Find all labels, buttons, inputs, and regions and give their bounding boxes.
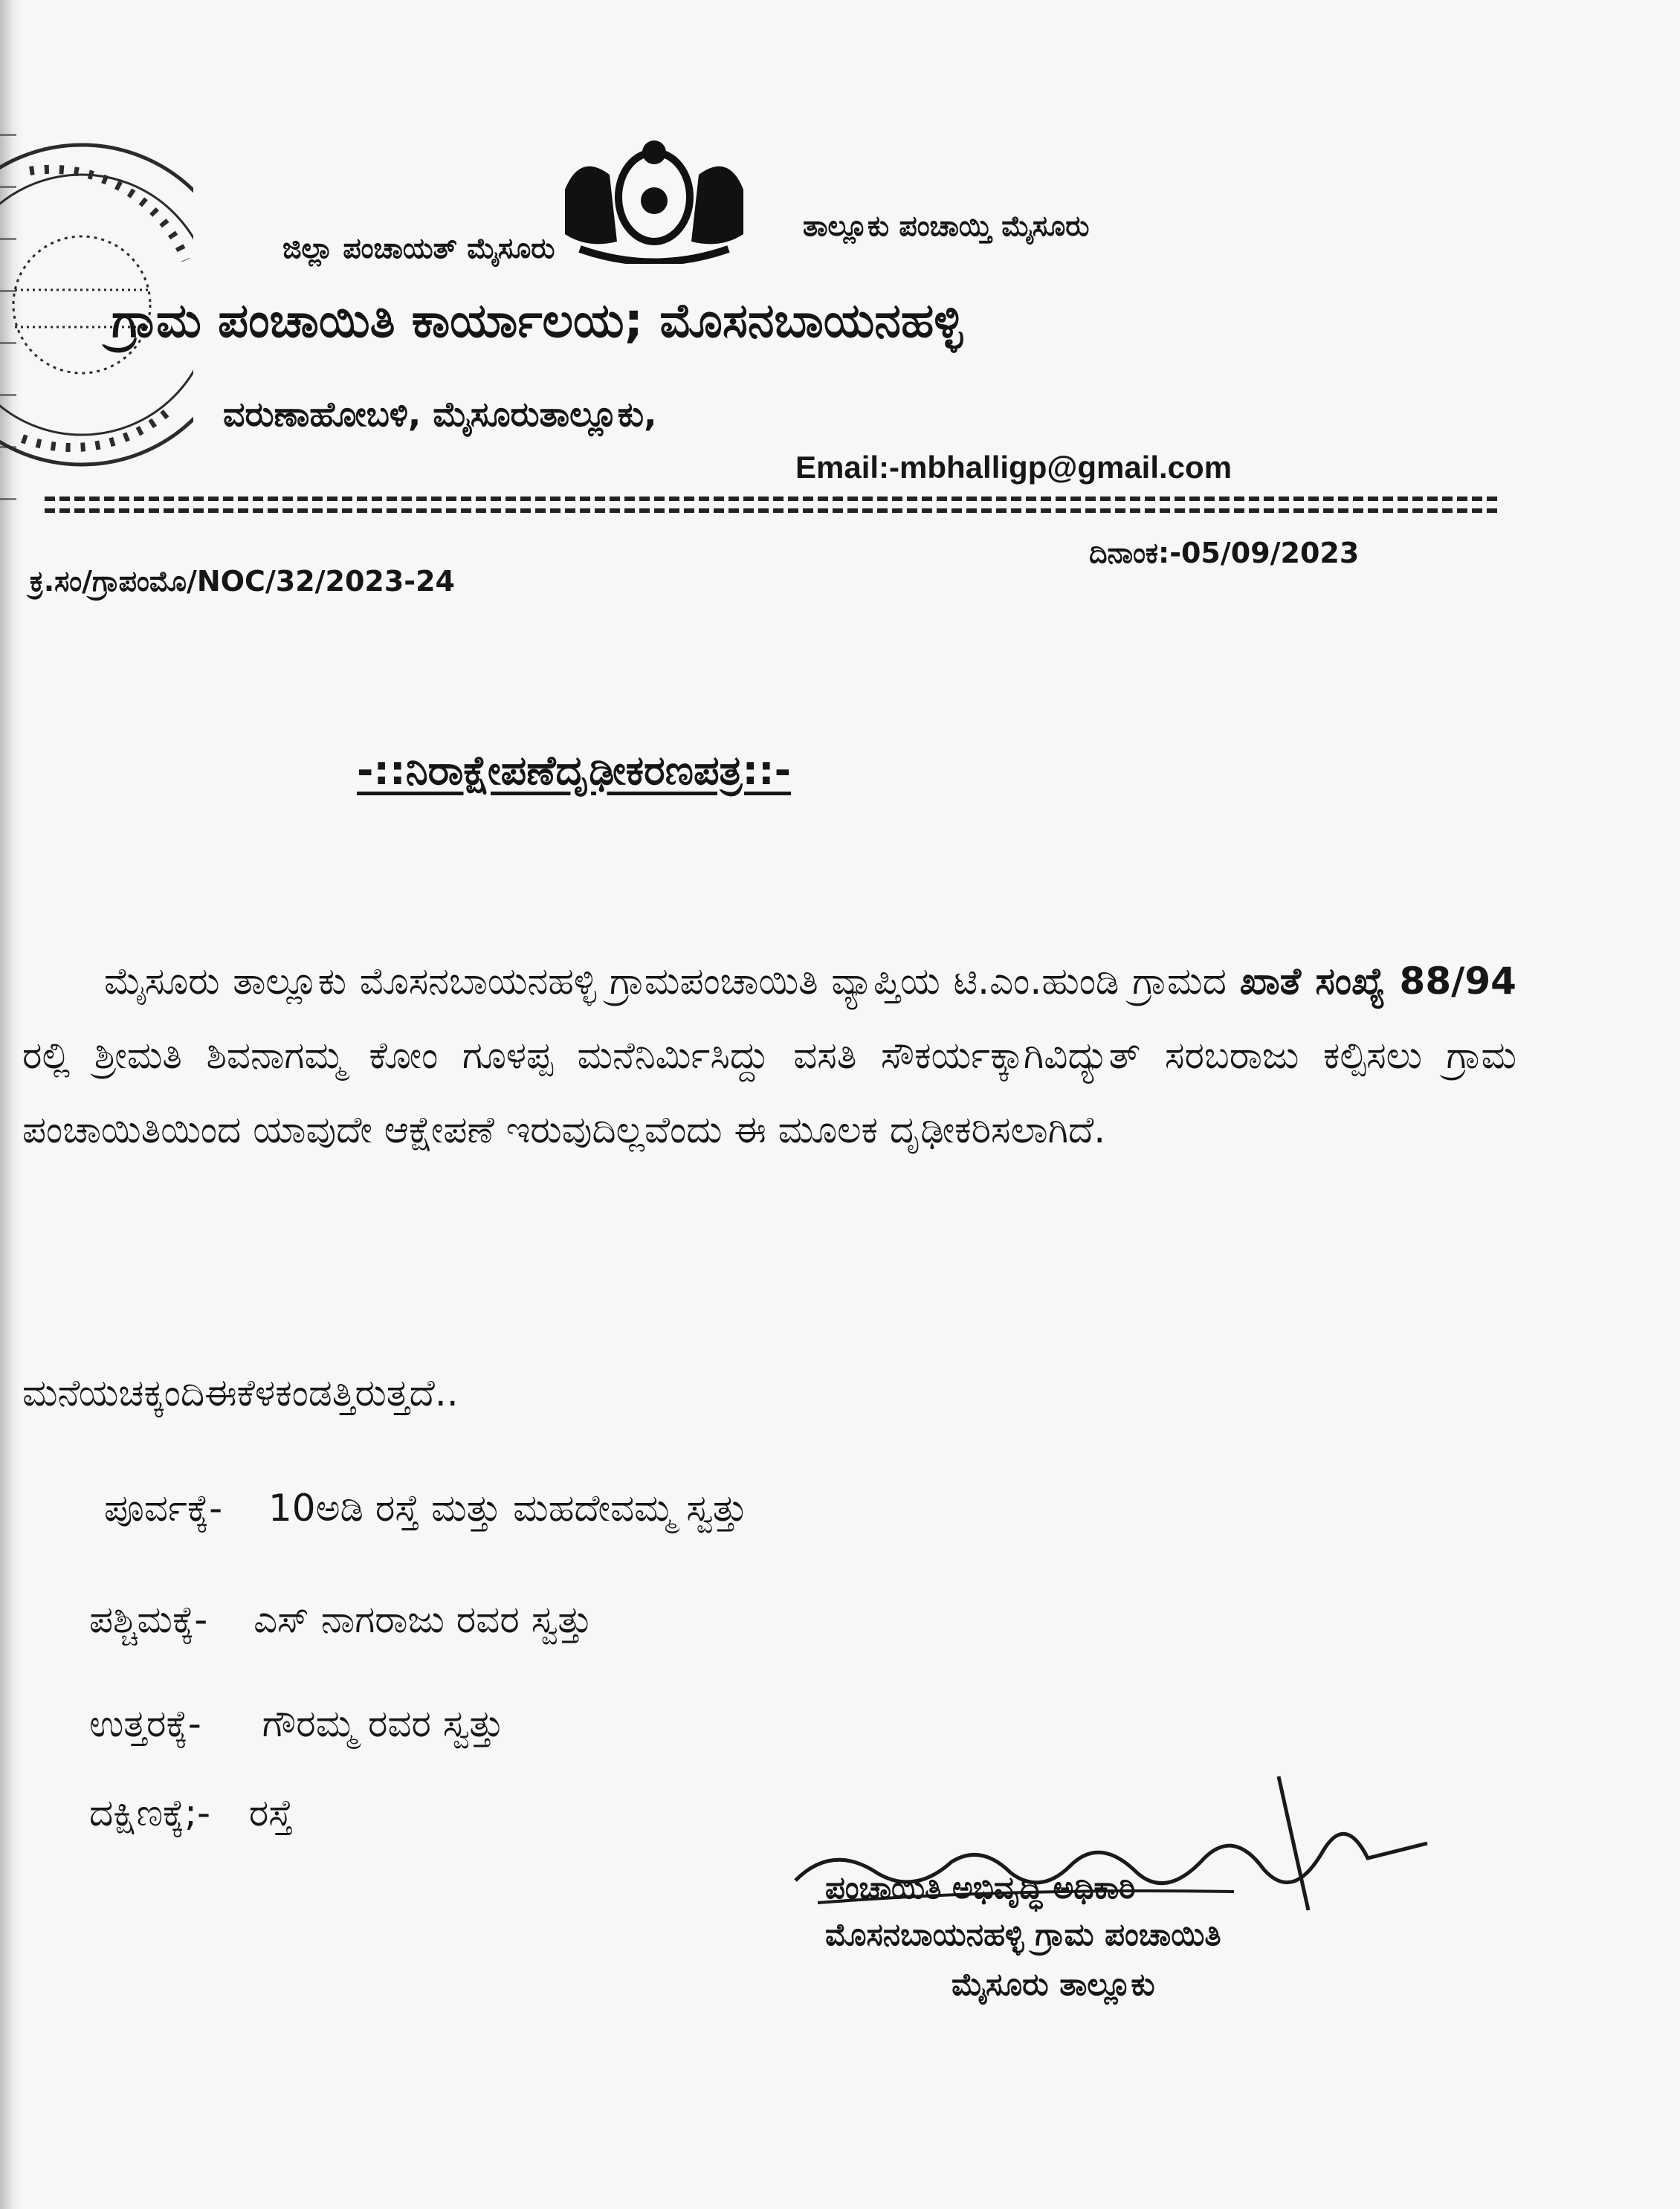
boundary-north bbox=[89, 1702, 504, 1746]
boundary-south bbox=[89, 1791, 293, 1835]
officer-taluk: ಮೈಸೂರು ತಾಲ್ಲೂಕು bbox=[952, 1966, 1155, 2002]
certificate-body bbox=[22, 944, 1516, 1167]
document-title: -::ನಿರಾಕ್ಷೇಪಣೆದೃಢೀಕರಣಪತ್ರ::- bbox=[357, 747, 792, 794]
letter-date: ದಿನಾಂಕ:-05/09/2023 bbox=[1089, 537, 1360, 569]
office-name-heading: ಗ್ರಾಮ ಪಂಚಾಯಿತಿ ಕಾರ್ಯಾಲಯ; ಮೊಸನಬಾಯನಹಳ್ಳಿ bbox=[112, 294, 963, 349]
boundary-south-label: ದಕ್ಷಿಣಕ್ಕೆ;- bbox=[89, 1791, 211, 1834]
boundary-east-label: ಪೂರ್ವಕ್ಕೆ- bbox=[104, 1487, 223, 1530]
boundary-east-value: 10ಅಡಿ ರಸ್ತೆ ಮತ್ತು ಮಹದೇವಮ್ಮ ಸ್ವತ್ತು bbox=[268, 1487, 748, 1530]
body-text-part1: ಮೈಸೂರು ತಾಲ್ಲೂಕು ಮೊಸನಬಾಯನಹಳ್ಳಿ ಗ್ರಾಮಪಂಚಾಯಿತಿ ವ್ಯಾಪ್ತಿಯ ಟಿ.ಎಂ.ಹುಂಡಿ ಗ್ರಾಮದ bbox=[104, 960, 1227, 1003]
boundary-north-value: ಗೌರಮ್ಮ ರವರ ಸ್ವತ್ತು bbox=[262, 1702, 504, 1745]
boundary-north-label: ಉತ್ತರಕ್ಕೆ- bbox=[89, 1702, 201, 1745]
header-divider-bottom bbox=[45, 508, 1502, 513]
boundary-west bbox=[89, 1598, 592, 1642]
header-divider-top bbox=[45, 497, 1502, 501]
officer-office: ಮೊಸನಬಾಯನಹಳ್ಳಿ ಗ್ರಾಮ ಪಂಚಾಯಿತಿ bbox=[825, 1916, 1221, 1953]
body-text-part2: ರಲ್ಲಿ ಶ್ರೀಮತಿ ಶಿವನಾಗಮ್ಮ ಕೋಂ ಗೂಳಪ್ಪ ಮನೆನಿರ್ಮಿಸಿದ್ದು ವಸತಿ ಸೌಕರ್ಯಕ್ಕಾಗಿವಿದ್ಯುತ್ ಸರಬರಾಜು ಕಲ್ಪಿಸಲು ಗ್ರಾಮ ಪಂಚಾಯಿತಿಯಿಂದ ಯಾವುದೇ ಆಕ್ಷೇಪಣೆ ಇರುವುದಿಲ್ಲವೆಂದು ಈ ಮೂಲಕ ದೃಢೀಕರಿಸಲಾಗಿದೆ. bbox=[22, 1034, 1516, 1151]
office-email: Email:-mbhalligp@gmail.com bbox=[795, 450, 1232, 485]
khata-number: ಖಾತೆ ಸಂಖ್ಯೆ 88/94 bbox=[1239, 960, 1516, 1003]
state-emblem bbox=[550, 138, 758, 264]
boundaries-intro: ಮನೆಯಚಕ್ಕಂದಿಈಕೆಳಕಂಡತ್ತಿರುತ್ತದೆ.. bbox=[22, 1371, 459, 1414]
boundary-east bbox=[104, 1487, 748, 1530]
reference-number: ಕ್ರ.ಸಂ/ಗ್ರಾಪಂಮೊ/NOC/32/2023-24 bbox=[30, 565, 455, 598]
boundary-west-label: ಪಶ್ಚಿಮಕ್ಕೆ- bbox=[89, 1598, 208, 1641]
taluk-panchayat-label: ತಾಲ್ಲೂಕು ಪಂಚಾಯ್ತಿ ಮೈಸೂರು bbox=[803, 210, 1090, 242]
office-address: ವರುಣಾಹೋಬಳಿ, ಮೈಸೂರುತಾಲ್ಲೂಕು, bbox=[223, 394, 657, 434]
officer-designation: ಪಂಚಾಯಿತಿ ಅಭಿವೃದ್ಧಿ ಅಧಿಕಾರಿ bbox=[825, 1869, 1136, 1906]
boundary-south-value: ರಸ್ತೆ bbox=[248, 1791, 294, 1834]
officer-signature bbox=[788, 1762, 1442, 1933]
district-panchayat-label: ಜಿಲ್ಲಾ ಪಂಚಾಯತ್ ಮೈಸೂರು bbox=[282, 232, 555, 265]
boundary-west-value: ಎಸ್ ನಾಗರಾಜು ರವರ ಸ್ವತ್ತು bbox=[253, 1598, 592, 1641]
